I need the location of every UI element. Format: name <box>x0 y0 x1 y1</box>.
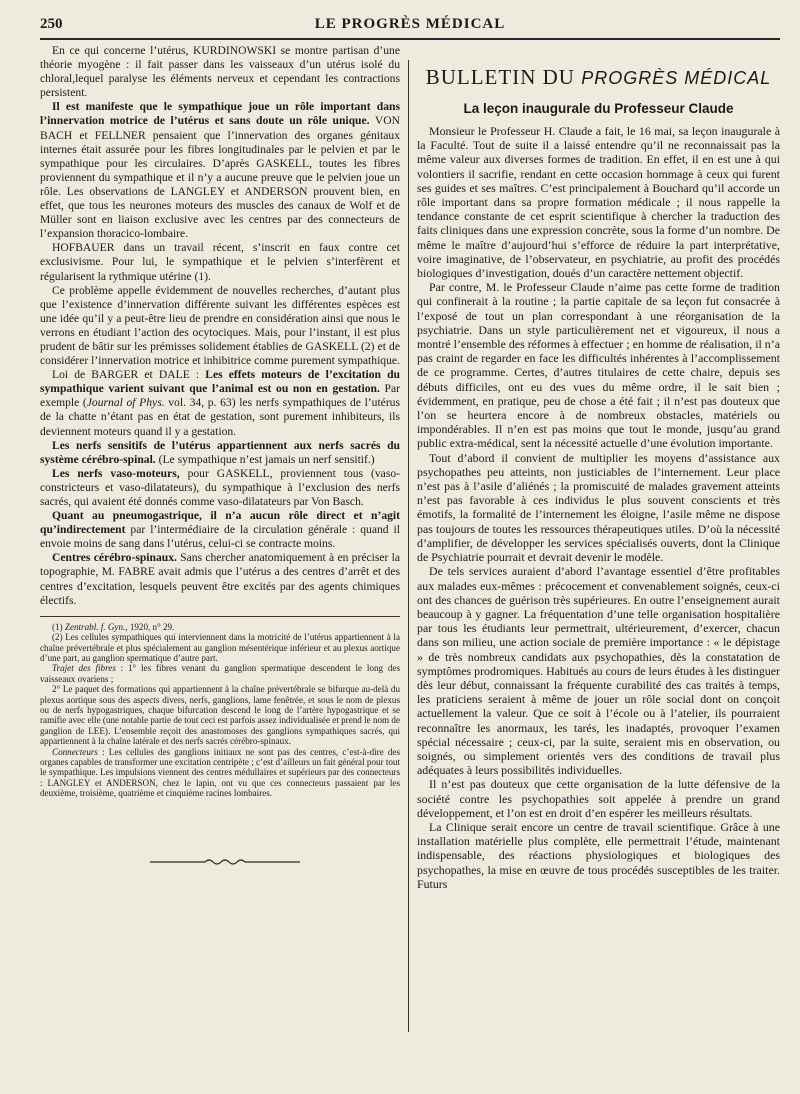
bold-statement: Les nerfs vaso-moteurs, <box>52 466 180 480</box>
footnote-text: , 1920, n° 29. <box>125 621 175 632</box>
paragraph-text: pour GASKELL, proviennent tous (vaso-constricteurs et vaso-dilatateurs), du sympathique à l’exclusion des nerfs sacrés, qui avaient été donnés comme vaso-dilatateurs par Von Basch. <box>40 466 400 508</box>
paragraph-barger-dale <box>40 368 400 438</box>
bulletin-heading-italic: PROGRÈS MÉDICAL <box>581 68 772 88</box>
paragraph-clinique: La Clinique serait encore un centre de travail scientifique. Grâce à une installation matérielle plus complète, elle permettrait l’étude, maintenant indispensable, des réactions physiologiques et biologiques des psychopathes, la mise en œuvre de tous procédés susceptibles de les traiter. Futurs <box>417 819 780 891</box>
bold-statement: Il est manifeste que le sympathique joue un rôle important dans l’innervation motrice de l’utérus et sans doute un rôle unique. <box>40 100 400 128</box>
footnote-text: : Les cellules des ganglions initiaux ne sont pas des centres, c’est-à-dire des organes capables de transformer une excitation centripète ; c’est d’ailleurs un fait général pour tout le sympathique. Les impulsions viennent des centres médullaires et supérieurs par des connecteurs : LANGLEY et ANDERSON, chez le lapin, ont vu que ces connecteurs passaient par les deuxième, troisième, quatrième et cinquième racines lombaires. <box>40 746 400 799</box>
footnote-heading: Trajet des fibres <box>52 663 116 674</box>
page-header <box>40 14 780 36</box>
footnote-2: (2) Les cellules sympathiques qui interviennent dans la motricité de l’utérus appartiennent à la chaîne prévertébrale et plus spécialement au ganglion mésentérique inférieur et au plexus aortique d’une part, au ganglion spermatique d’autre part. <box>40 632 400 663</box>
footnote-citation: Zentrabl. f. Gyn. <box>64 621 126 632</box>
paragraph-assistance: Tout d’abord il convient de multiplier les moyens d’assistance aux psychopathes peu atteints, non justiciables de l’internement. Leur place n’est pas à l’asile d’aliénés ; la promiscuité de malades gravement atteints n’est pas favorable à ces individus le plus souvent conscients et très émotifs, la formalité de l’internement les éloigne, l’asile même ne dispose pas toujours de toutes les ressources thérapeutiques utiles. D’où la nécessité d’amplifier, de développer les services spécialisés ouverts, dont la Clinique de Psychiatrie pourrait et devrait devenir le modèle. <box>417 450 780 565</box>
paragraph-text: Par exemple ( <box>40 382 400 410</box>
paragraph-uterus-theory: En ce qui concerne l’utérus, KURDINOWSKI se montre partisan d’une théorie myogène : il fait passer dans les vaisseaux d’un utérus isolé du chloral,lequel paralyse les éléments nerveux et cependant les contractions persistent. <box>40 44 400 100</box>
footnote-text: (1) <box>52 621 65 632</box>
paragraph-centres <box>40 551 400 607</box>
bulletin-heading <box>417 64 780 91</box>
header-rule <box>40 38 780 40</box>
footnote-text: : 1° les fibres venant du ganglion spermatique descendent le long des vaisseaux ovariens ; <box>40 663 400 684</box>
paragraph-hofbauer: HOFBAUER dans un travail récent, s’inscrit en faux contre cet exclusivisme. Pour lui, le sympathique et le pelvien s’interfèrent et régularisent la rythmique utérine (1). <box>40 241 400 283</box>
bold-statement: Centres cérébro-spinaux. <box>52 551 177 565</box>
paragraph-text: VON BACH et FELLNER pensaient que l’innervation des organes génitaux internes était assurée pour les fibres longitudinales par le pelvien et par le sympathique pour les circulaires. D’après GASKELL, toutes les fibres proviennent du sympathique et il n’y a aucune preuve que le pelvien joue un rôle. Les observations de LANGLEY et ANDERSON prouvent bien, en effet, que tous les neurones moteurs des muscles des canaux de Wolf et de Müller sont en liaison exclusive avec les centres par des connecteurs de l’expansion thoracico-lombaire. <box>40 114 400 241</box>
paragraph-text: vol. 34, p. 63) les nerfs sympathiques de l’utérus de la chatte n’étant pas en état de gestation, sont purement inhibiteurs, ils deviennent moteurs quand il y a gestation. <box>40 396 400 438</box>
footnote-paquet: 2° Le paquet des formations qui appartiennent à la chaîne prévertébrale se bifurque au-delà du plexus aortique sous des aspects divers, nerfs, ganglions, lame fenêtrée, et sous le nom de plexus ou de nerfs hypogastriques, chaque bifurcation descend le long de l’artère hypogastrique et se ramifie avec elle (une notable partie de tout ceci est parfois assez individualisée et prend le nom de ganglion de LEE). L’ensemble reçoit des anastomoses des ganglions sympathiques sacrés, qui appartiennent à la chaîne latérale et des nerfs sacrés cérébro-spinaux. <box>40 684 400 747</box>
paragraph-vaso-moteurs <box>40 467 400 509</box>
paragraph-text: Sans chercher anatomiquement à en préciser la topographie, M. FABRE avait admis que l’utérus a des centres d’arrêt et des centres d’excitation, lesquels peuvent être excités par des agents chimiques électifs. <box>40 551 400 607</box>
paragraph-pneumogastrique <box>40 509 400 551</box>
paragraph-text: (Le sympathique n’est jamais un nerf sensitif.) <box>155 452 375 466</box>
bold-statement: Les nerfs sensitifs de l’utérus appartiennent aux nerfs sacrés du système cérébro-spinal. <box>40 438 400 466</box>
footnote-heading: Connecteurs <box>52 746 98 757</box>
paragraph-lutte-defensive: Il n’est pas douteux que cette organisation de la lutte défensive de la société contre les psychopathies soit appelée à prendre un grand développement, et l’on est en droit d’en espérer les meilleurs résultats. <box>417 777 780 820</box>
bulletin-heading-plain: BULLETIN DU <box>425 65 582 89</box>
paragraph-sympathique-role <box>40 100 400 241</box>
footnote-1 <box>40 622 400 632</box>
bold-statement: Les effets moteurs de l’excitation du sympathique varient suivant que l’animal est ou non en gestation. <box>40 368 400 396</box>
paragraph-recherches: Ce problème appelle évidemment de nouvelles recherches, d’autant plus que l’existence d’innervation différente suivant les différentes espèces est une idée qu’il y a peut-être lieu de prendre en considération ainsi que nous le verrons en étudiant l’action des ocytociques. Mais, pour l’instant, il est plus prudent de bâtir sur les prémisses solidement établies de GASKELL (2) et de considérer l’innervation motrice et inhibitrice comme purement sympathique. <box>40 283 400 368</box>
citation: Journal of Phys. <box>86 396 165 410</box>
paragraph-services: De tels services auraient d’abord l’avantage essentiel d’être profitables aux malades eux-mêmes : précocement et convenablement soignés, ceux-ci ont des chances de guérison très supérieures. En outre l’enseignement aurait beaucoup à y gagner. La fréquentation d’une telle organisation hospitalière par tous les étudiants leur permettrait, ultérieurement, d’exercer, chacun dans son milieu, une action sociale de première importance : « le dépistage » de très nombreux candidats aux psychopathies, dès la constatation de symptômes prodromiques. Habitués au cours de leurs études à les distinguer dès leur début, connaissant la fréquente curabilité des cas traités à temps, les praticiens seraient à même de jouer un rôle social dont on conçoit actuellement la valeur. Que ce soit à l’école ou à l’atelier, ils pourraient reconnaître les anormaux, les tarés, les inadaptés, provoquer l’examen spécial nécessaire ; ceux-ci, par la suite, seraient mis en observation, ou soignés, ou simplement orientés vers des conditions de travail plus adéquates à leurs possibilités individuelles. <box>417 564 780 778</box>
page-number: 250 <box>40 16 63 32</box>
journal-title: LE PROGRÈS MÉDICAL <box>314 16 506 32</box>
bold-statement: Quant au pneumogastrique, il n’a aucun rôle direct et n’agit qu’indirectement <box>40 509 400 537</box>
ornament-squiggle <box>150 857 300 867</box>
right-column <box>417 64 780 891</box>
left-column <box>40 44 400 872</box>
column-divider <box>408 60 409 1032</box>
paragraph-reorganisation: Par contre, M. le Professeur Claude n’aime pas cette forme de tradition qui confinerait à la routine ; la partie capitale de sa leçon fut consacrée à l’exposé de tout un plan correspondant à une réorganisation de la psychiatrie. Dans un style particulièrement net et vigoureux, il nous a montré l’ensemble des réformes à effectuer ; en homme de réalisation, il n’a pas craint de regarder en face les difficultés inhérentes à l’accomplissement de ce programme. Certes, d’autres titulaires de cette chaire, depuis ses débuts difficiles, ont eu des vues du même ordre, il le sait bien ; évidemment, en pratique, peu de chose a été fait ; il n’est pas douteux que l’on se heurtera encore à de nombreux obstacles, matériels ou impondérables. Il n’en est pas moins que tout le monde, jusqu’au grand public extra-médical, sent la nécessité actuelle d’une évolution importante. <box>417 280 780 451</box>
paragraph-text: Loi de BARGER et DALE : <box>52 368 206 382</box>
article-title: La leçon inaugurale du Professeur Claude <box>463 101 734 116</box>
paragraph-nerfs-sensitifs <box>40 439 400 467</box>
footnotes <box>40 616 400 799</box>
footnote-trajet <box>40 663 400 684</box>
paragraph-claude-intro: Monsieur le Professeur H. Claude a fait, le 16 mai, sa leçon inaugurale à la Faculté. Tout de suite il a laissé entendre qu’il ne reconnaissait pas la même valeur aux diverses formes de tradition. En effet, il en est une à qui volontiers il sacrifie, rendant en cette occasion hommage à ceux qui furent ses guides et ses maîtres. C’est principalement à Bouchard qu’il accorde un rôle important dans sa propre formation médicale ; il nous rappelle la tendance constante de cet esprit scientifique à chercher la traduction des faits cliniques dans une expression concrète, sous la forme d’un nombre. De même le maître d’aujourd’hui s’efforce de réduire la part interprétative, voire imaginative, de l’observateur, en psychiatrie, au profit des procédés biologiques d’investigation, doués d’un caractère nettement objectif. <box>417 124 780 281</box>
footnote-connecteurs <box>40 747 400 799</box>
paragraph-text: par l’intermédiaire de la circulation générale : quand il envoie moins de sang dans l’utérus, celui-ci se contracte moins. <box>40 523 400 551</box>
